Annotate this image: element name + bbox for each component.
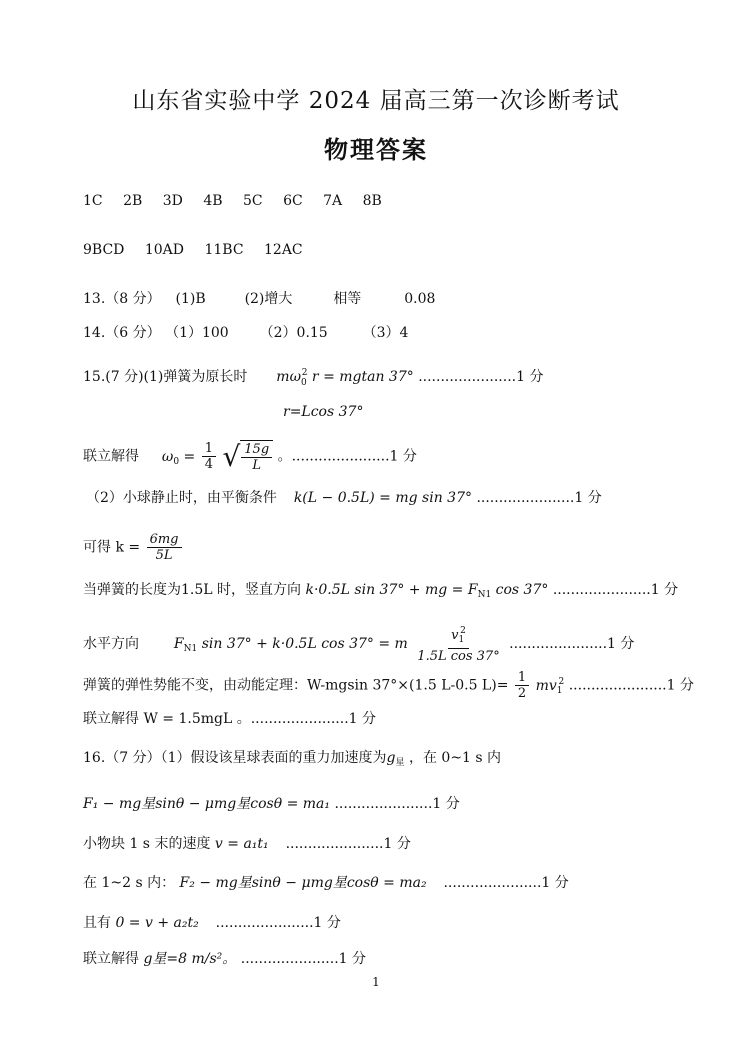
q16-intro: 16.（7 分）（1）假设该星球表面的重力加速度为 [83, 750, 387, 766]
q15-line-7 [83, 624, 634, 664]
answer-item: 10AD [144, 242, 185, 258]
q15-eq4: k·0.5L sin 37° + mg = F [305, 582, 478, 598]
q15-eq3: k(L − 0.5L) = mg sin 37° [293, 490, 472, 506]
q15-dots7: 。......................1 分 [236, 711, 376, 727]
q15-line-1 [83, 363, 543, 393]
q16-line-4 [83, 873, 569, 893]
q15-dots2: 。......................1 分 [277, 448, 417, 465]
answer-item: 7A [323, 193, 343, 209]
q16-line-5 [83, 913, 341, 933]
subscript: N1 [477, 590, 492, 600]
answer-item: 4B [203, 193, 223, 209]
q14-part3: （3）4 [362, 325, 409, 341]
q15-solve2: 联立解得 W = 1.5mgL [83, 711, 233, 727]
q15-line-5 [83, 532, 184, 563]
q13-part3: 相等 [333, 291, 362, 307]
fraction: $\frac{v_1^2}{\text{1.5L cos 37°}}$ [417, 626, 500, 664]
q15-mv: $mv_1^2$ [535, 676, 565, 696]
q16-result: g星=8 m/s²。 [143, 951, 237, 967]
q16-and-label: 且有 [83, 915, 111, 931]
q16-line-3 [83, 834, 411, 854]
q15-dots6: ......................1 分 [568, 677, 694, 694]
q15-label: 15.(7 分)(1)弹簧为原长时 [83, 369, 248, 385]
fraction: $\frac{1}{2}$ [515, 670, 529, 701]
q16-dots3: ......................1 分 [443, 875, 569, 891]
answer-item: 2B [123, 193, 143, 209]
g-star: $g_星$ [386, 750, 405, 768]
page-number: 1 [372, 975, 380, 989]
q16-eq3: F₂ − mg星sinθ − μmg星cosθ = ma₂ [179, 875, 427, 891]
q15-get-k: 可得 k = [83, 539, 141, 556]
q13-label: 13.（8 分） [83, 291, 161, 307]
fraction: $\frac{1}{4}$ [202, 441, 216, 472]
q16-eq4: 0 = v + a₂t₂ [115, 915, 199, 931]
q14-part1: （1）100 [165, 325, 229, 341]
q15-omega-eq: $\omega_0$ = [161, 448, 196, 467]
q15-dots3: ......................1 分 [476, 490, 602, 506]
q15-horiz: 水平方向 [83, 636, 139, 652]
sqrt: √ $\frac{15g}{L}$ [222, 440, 273, 473]
q13-line [83, 289, 435, 309]
answer-item: 11BC [204, 242, 244, 258]
q15-eq1-lhs: $m\omega_0^2$ r [276, 368, 324, 388]
q13-part1: (1)B [175, 291, 206, 307]
q16-eq1: F₁ − mg星sinθ − μmg星cosθ = ma₁ [83, 796, 331, 812]
q15-dots4: ......................1 分 [552, 582, 679, 598]
q16-line-2 [83, 794, 460, 814]
q14-line [83, 323, 408, 343]
q16-in12-label: 在 1~2 s 内： [83, 875, 176, 891]
q16-solve-label: 联立解得 [83, 951, 139, 967]
answer-item: 5C [242, 193, 263, 209]
q16-line-1 [83, 748, 501, 773]
q15-energy: 弹簧的弹性势能不变，由动能定理：W-mgsin 37°×(1.5 L-0.5 L)= [83, 677, 509, 694]
q16-line-6 [83, 949, 366, 969]
q15-solve-label: 联立解得 [83, 448, 139, 465]
q15-line-9 [83, 709, 376, 729]
q15-line-2 [283, 402, 363, 422]
q15-eq4b: cos 37° [495, 582, 549, 598]
q16-dots4: ......................1 分 [215, 915, 341, 931]
q14-label: 14.（6 分） [83, 325, 161, 341]
q16-vel-label: 小物块 1 s 末的速度 [83, 836, 211, 852]
answer-item: 9BCD [83, 242, 125, 258]
choice-answers-row-2 [83, 240, 319, 260]
q15-line-8 [83, 670, 694, 701]
page-title: 山东省实验中学 2024 届高三第一次诊断考试 [132, 88, 620, 114]
answer-item: 12AC [264, 242, 303, 258]
q13-part4: 0.08 [404, 291, 436, 307]
q13-part2: (2)增大 [244, 291, 293, 307]
q15-part2: （2）小球静止时，由平衡条件 [86, 490, 277, 506]
answer-item: 1C [83, 193, 103, 209]
answer-item: 6C [283, 193, 303, 209]
q15-line-6 [83, 580, 678, 605]
q16-dots5: ......................1 分 [240, 951, 367, 967]
q16-eq2: v = a₁t₁ [214, 836, 269, 852]
q14-part2: （2）0.15 [259, 325, 328, 341]
q15-eq5: sin 37° + k·0.5L cos 37° = m [201, 636, 408, 652]
q15-line-3 [83, 440, 417, 473]
fraction: $\frac{6mg}{5L}$ [147, 532, 182, 563]
q15-eq2: r=Lcos 37° [283, 404, 364, 420]
choice-answers-row-1 [83, 191, 398, 211]
q15-dots1: ......................1 分 [418, 369, 544, 385]
answer-item: 3D [162, 193, 183, 209]
q16-dots1: ......................1 分 [334, 796, 460, 812]
answer-item: 8B [362, 193, 382, 209]
page-subtitle: 物理答案 [324, 136, 428, 164]
q16-dots2: ......................1 分 [285, 836, 411, 852]
q15-eq1: = mgtan 37° [323, 369, 414, 385]
q15-when-len: 当弹簧的长度为1.5L 时，竖直方向 [83, 582, 302, 598]
q15-fn1: $F_{N1}$ [173, 636, 198, 654]
q15-line-4 [86, 488, 602, 508]
q15-dots5: ......................1 分 [509, 636, 635, 652]
q16-intro2: ，在 0~1 s 内 [408, 750, 502, 766]
